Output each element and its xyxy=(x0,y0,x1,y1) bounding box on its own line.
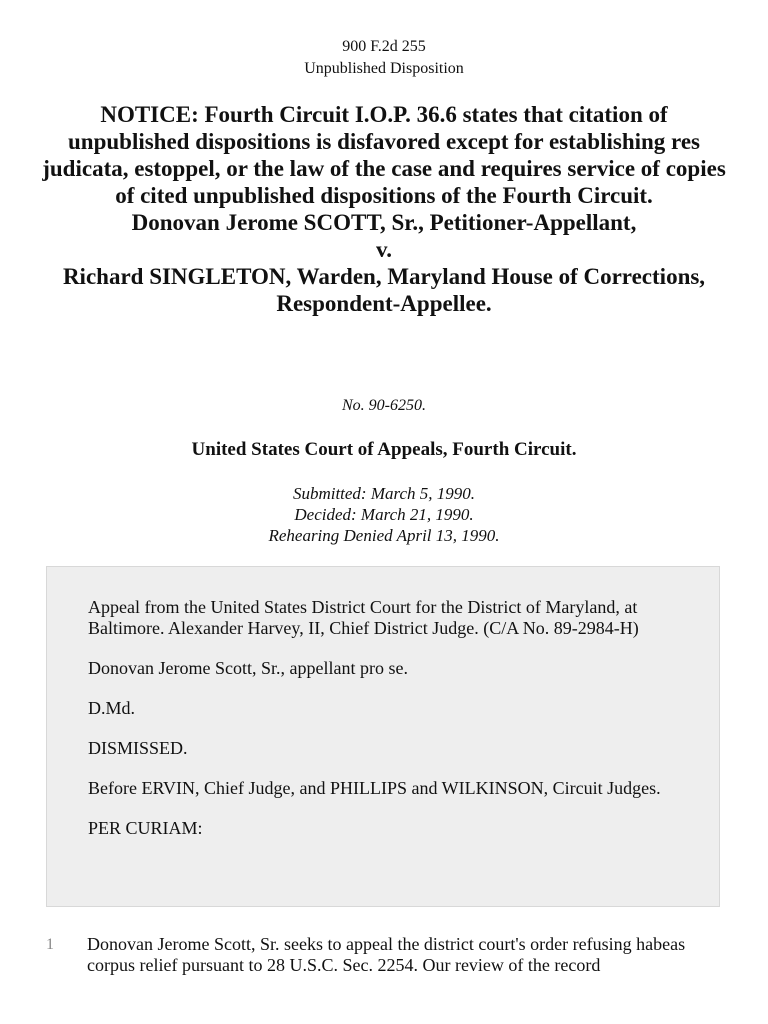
case-number: No. 90-6250. xyxy=(342,397,426,414)
submitted-date: Submitted: March 5, 1990. xyxy=(292,484,476,503)
appellant-name: Donovan Jerome SCOTT, Sr., Petitioner-Appellant, xyxy=(131,210,637,235)
paragraph-number: 1 xyxy=(46,936,54,953)
district-text: D.Md. xyxy=(88,698,136,718)
document-header xyxy=(0,36,768,80)
case-summary-box xyxy=(46,566,720,907)
court-name: United States Court of Appeals, Fourth Circuit. xyxy=(191,439,577,460)
opinion-paragraph: Donovan Jerome Scott, Sr. seeks to appeal the district court's order refusing habeas corpus relief pursuant to 28 U.S.C. Sec. 2254. Our review of the record xyxy=(87,934,686,975)
panel-text: Before ERVIN, Chief Judge, and PHILLIPS and WILKINSON, Circuit Judges. xyxy=(88,778,661,798)
notice-text: NOTICE: Fourth Circuit I.O.P. 36.6 states that citation of unpublished dispositions is disfavored except for establishing res judicata, estoppel, or the law of the case and requires service of copies of cited unpublished dispositions of the Fourth Circuit. xyxy=(42,102,726,208)
disposition-label: Unpublished Disposition xyxy=(304,60,464,77)
counsel-text: Donovan Jerome Scott, Sr., appellant pro se. xyxy=(88,658,408,678)
appeal-from-text: Appeal from the United States District Court for the District of Maryland, at Baltimore. Alexander Harvey, II, Chief District Judge. (C/A No. 89-2984-H) xyxy=(88,597,639,638)
decided-date: Decided: March 21, 1990. xyxy=(294,505,474,524)
reporter-citation: 900 F.2d 255 xyxy=(342,38,426,55)
disposition-text: DISMISSED. xyxy=(88,738,188,758)
appellee-role: Respondent-Appellee. xyxy=(276,291,492,316)
case-title xyxy=(40,101,728,317)
case-dates xyxy=(0,483,768,546)
appellee-name: Richard SINGLETON, Warden, Maryland House of Corrections, xyxy=(62,264,706,289)
opinion-body xyxy=(46,934,726,976)
per-curiam-text: PER CURIAM: xyxy=(88,818,203,838)
versus-text: v. xyxy=(376,237,392,262)
rehearing-date: Rehearing Denied April 13, 1990. xyxy=(268,526,500,545)
